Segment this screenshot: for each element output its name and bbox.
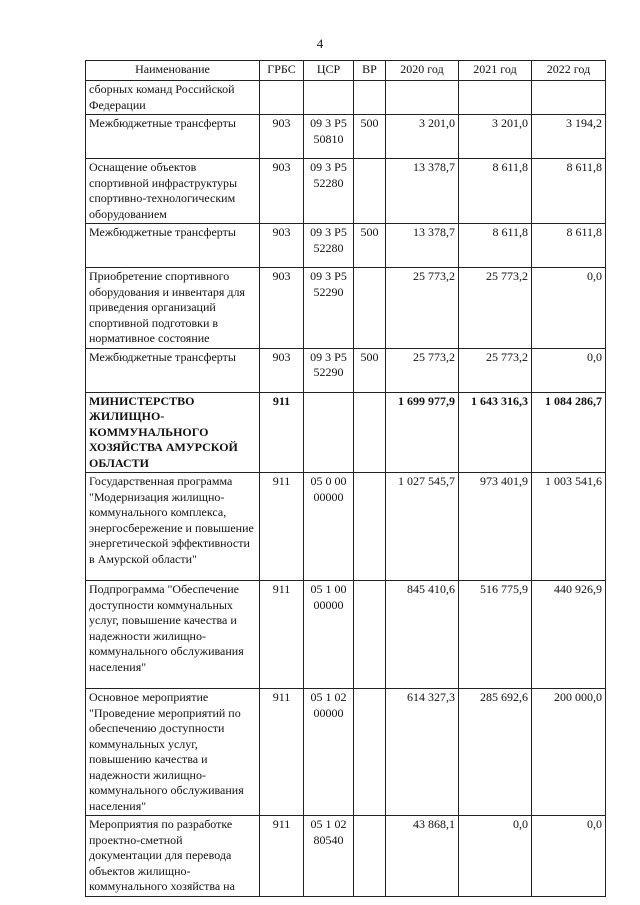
- cell-2022: 3 194,2: [532, 115, 606, 159]
- cell-2021: 25 773,2: [459, 348, 532, 392]
- cell-2022: 0,0: [532, 268, 606, 349]
- header-grbs: ГРБС: [260, 61, 304, 81]
- cell-2022: 0,0: [532, 348, 606, 392]
- cell-csr: 05 1 02 80540: [304, 816, 354, 897]
- cell-2021: 1 643 316,3: [459, 392, 532, 473]
- cell-name: сборных команд Российской Федерации: [86, 81, 260, 115]
- table-header-row: [86, 61, 606, 81]
- table-row: [86, 159, 606, 224]
- page-number: 4: [316, 36, 324, 51]
- cell-vr: [354, 816, 386, 897]
- header-2021: 2021 год: [459, 61, 532, 81]
- cell-2021: [459, 81, 532, 115]
- cell-name: Подпрограмма "Обеспечение доступности коммунальных услуг, повышение качества и надежности жилищно-коммунального обслуживания населения": [86, 581, 260, 689]
- cell-2021: 285 692,6: [459, 689, 532, 816]
- cell-name: Межбюджетные трансферты: [86, 224, 260, 268]
- cell-csr: [304, 392, 354, 473]
- cell-grbs: 903: [260, 348, 304, 392]
- cell-2021: 25 773,2: [459, 268, 532, 349]
- cell-name: Приобретение спортивного оборудования и инвентаря для приведения организаций спортивной подготовки в нормативное состояние: [86, 268, 260, 349]
- cell-2021: 3 201,0: [459, 115, 532, 159]
- cell-grbs: 911: [260, 816, 304, 897]
- cell-csr: 05 1 02 00000: [304, 689, 354, 816]
- table-row: [86, 224, 606, 268]
- cell-2020: [386, 81, 459, 115]
- cell-name: Оснащение объектов спортивной инфраструктуры спортивно-технологическим оборудованием: [86, 159, 260, 224]
- cell-grbs: 911: [260, 689, 304, 816]
- cell-2022: [532, 81, 606, 115]
- cell-2020: 13 378,7: [386, 159, 459, 224]
- header-2020: 2020 год: [386, 61, 459, 81]
- cell-2020: 25 773,2: [386, 268, 459, 349]
- cell-2022: 0,0: [532, 816, 606, 897]
- table-row: [86, 115, 606, 159]
- table-row: [86, 473, 606, 581]
- cell-csr: [304, 81, 354, 115]
- table-row: [86, 392, 606, 473]
- cell-vr: [354, 81, 386, 115]
- header-csr: ЦСР: [304, 61, 354, 81]
- budget-table: [85, 60, 606, 897]
- cell-2022: 1 003 541,6: [532, 473, 606, 581]
- cell-csr: 05 0 00 00000: [304, 473, 354, 581]
- cell-grbs: 911: [260, 392, 304, 473]
- cell-2020: 1 699 977,9: [386, 392, 459, 473]
- cell-vr: [354, 473, 386, 581]
- cell-2020: 43 868,1: [386, 816, 459, 897]
- cell-grbs: 903: [260, 115, 304, 159]
- cell-2021: 8 611,8: [459, 224, 532, 268]
- table-row: [86, 348, 606, 392]
- cell-2021: 0,0: [459, 816, 532, 897]
- cell-csr: 09 3 P5 52290: [304, 348, 354, 392]
- cell-grbs: 911: [260, 473, 304, 581]
- table-row: [86, 268, 606, 349]
- cell-csr: 09 3 P5 52290: [304, 268, 354, 349]
- cell-grbs: 911: [260, 581, 304, 689]
- cell-csr: 09 3 P5 52280: [304, 159, 354, 224]
- cell-2020: 614 327,3: [386, 689, 459, 816]
- cell-name: Межбюджетные трансферты: [86, 348, 260, 392]
- cell-vr: [354, 689, 386, 816]
- table-row: [86, 816, 606, 897]
- cell-name: Мероприятия по разработке проектно-сметной документации для перевода объектов жилищно-коммунального хозяйства на: [86, 816, 260, 897]
- cell-csr: 09 3 P5 50810: [304, 115, 354, 159]
- cell-vr: 500: [354, 348, 386, 392]
- header-vr: ВР: [354, 61, 386, 81]
- cell-2022: 440 926,9: [532, 581, 606, 689]
- cell-csr: 09 3 P5 52280: [304, 224, 354, 268]
- cell-vr: [354, 159, 386, 224]
- table-row: [86, 581, 606, 689]
- header-2022: 2022 год: [532, 61, 606, 81]
- cell-grbs: 903: [260, 159, 304, 224]
- cell-2020: 13 378,7: [386, 224, 459, 268]
- cell-name: МИНИСТЕРСТВО ЖИЛИЩНО-КОММУНАЛЬНОГО ХОЗЯЙСТВА АМУРСКОЙ ОБЛАСТИ: [86, 392, 260, 473]
- cell-vr: 500: [354, 115, 386, 159]
- cell-2020: 1 027 545,7: [386, 473, 459, 581]
- cell-name: Государственная программа "Модернизация жилищно-коммунального комплекса, энергосбережение и повышение энергетической эффективности в Амурской области": [86, 473, 260, 581]
- cell-grbs: 903: [260, 224, 304, 268]
- cell-vr: [354, 268, 386, 349]
- cell-2022: 1 084 286,7: [532, 392, 606, 473]
- cell-csr: 05 1 00 00000: [304, 581, 354, 689]
- cell-2022: 8 611,8: [532, 159, 606, 224]
- cell-vr: 500: [354, 224, 386, 268]
- cell-2020: 845 410,6: [386, 581, 459, 689]
- table-row: [86, 81, 606, 115]
- header-name: Наименование: [86, 61, 260, 81]
- cell-2020: 25 773,2: [386, 348, 459, 392]
- cell-name: Межбюджетные трансферты: [86, 115, 260, 159]
- cell-vr: [354, 392, 386, 473]
- cell-grbs: 903: [260, 268, 304, 349]
- cell-2022: 200 000,0: [532, 689, 606, 816]
- cell-name: Основное мероприятие "Проведение мероприятий по обеспечению доступности коммунальных услуг, повышению качества и надежности жилищно-коммунального обслуживания населения": [86, 689, 260, 816]
- cell-2022: 8 611,8: [532, 224, 606, 268]
- cell-grbs: [260, 81, 304, 115]
- cell-2021: 8 611,8: [459, 159, 532, 224]
- cell-2021: 516 775,9: [459, 581, 532, 689]
- cell-vr: [354, 581, 386, 689]
- cell-2020: 3 201,0: [386, 115, 459, 159]
- cell-2021: 973 401,9: [459, 473, 532, 581]
- table-row: [86, 689, 606, 816]
